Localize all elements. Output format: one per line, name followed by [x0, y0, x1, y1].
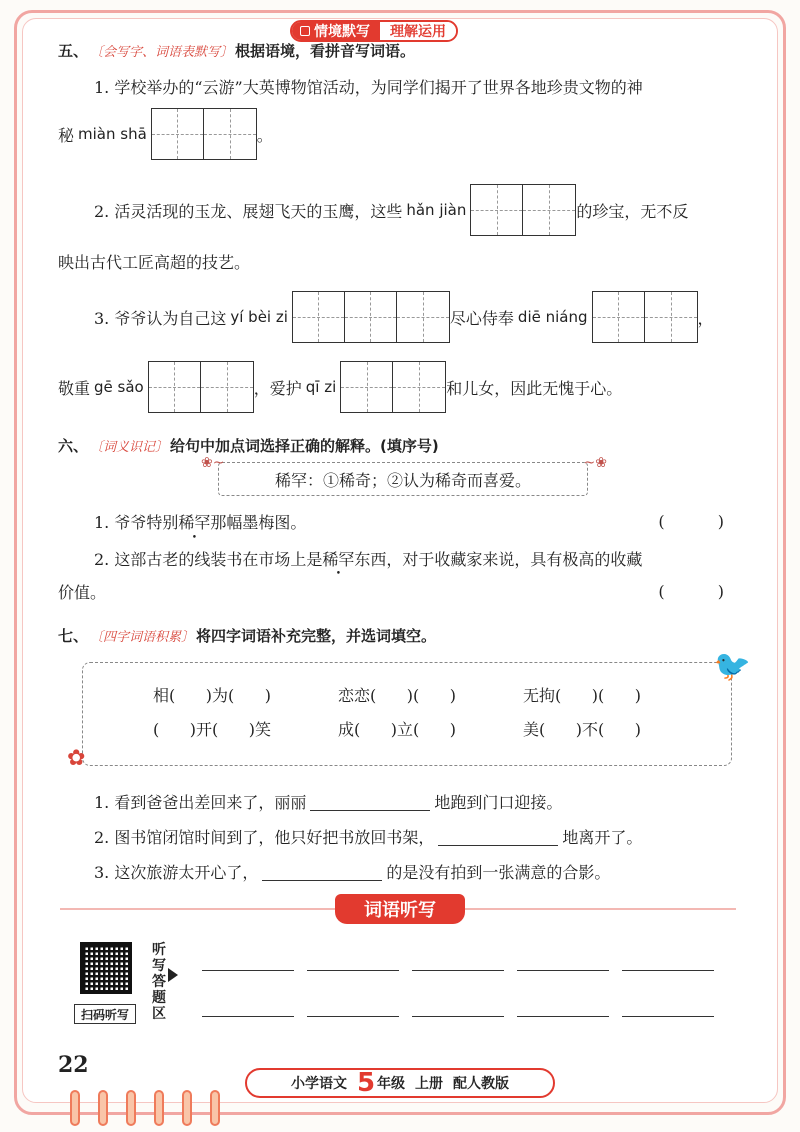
- definition-box: ❀~ 稀罕：①稀奇；②认为稀奇而喜爱。 ~❀: [218, 462, 588, 496]
- answer-paren[interactable]: ( ): [658, 582, 748, 601]
- s5-q2-line2: 映出古代工匠高超的技艺。: [58, 253, 251, 272]
- dictation-area-label: 听写答题区: [152, 942, 166, 1022]
- dictation-banner: 词语听写: [335, 894, 465, 924]
- answer-paren[interactable]: ( ): [658, 512, 748, 531]
- s7-q1: 1. 看到爸爸出差回来了，丽丽 地跑到门口迎接。: [94, 793, 563, 812]
- s5-q3-line2: 敬重 gē sǎo ，爱护 qī zi 和儿女，因此无愧于心。: [58, 361, 748, 413]
- answer-grid[interactable]: [340, 361, 446, 413]
- section-7-title: 七、 〔四字词语积累〕 将四字词语补充完整，并选词填空。: [58, 627, 437, 645]
- s6-q1: 1. 爷爷特别 稀罕 • 那幅墨梅图。 ( ): [58, 510, 748, 533]
- answer-line[interactable]: [517, 1016, 609, 1017]
- idiom-item[interactable]: 成( )立( ): [338, 719, 457, 739]
- qr-code-icon[interactable]: [80, 942, 132, 994]
- answer-line[interactable]: [307, 970, 399, 971]
- answer-line[interactable]: [202, 1016, 294, 1017]
- answer-line[interactable]: [202, 970, 294, 971]
- answer-line[interactable]: [412, 1016, 504, 1017]
- s5-q1-line2: 秘 miàn shā 。: [58, 108, 748, 160]
- idiom-item[interactable]: 无拘( )( ): [523, 685, 642, 705]
- s5-q3-line1: 3. 爷爷认为自己这 yí bèi zi 尽心侍奉 diē niáng ，: [58, 291, 748, 343]
- page-number: 22: [58, 1052, 89, 1078]
- s5-q2-line1: 2. 活灵活现的玉龙、展翅飞天的玉鹰，这些 hǎn jiàn 的珍宝，无不反: [58, 184, 748, 236]
- idiom-row: [153, 677, 731, 711]
- dictation-section: [60, 900, 736, 1038]
- answer-blank[interactable]: [438, 828, 558, 846]
- idiom-item[interactable]: ( )开( )笑: [153, 719, 272, 739]
- header-right: 理解运用: [380, 22, 456, 40]
- answer-grid[interactable]: [592, 291, 698, 343]
- answer-grid[interactable]: [148, 361, 254, 413]
- flower-icon: ✿: [67, 746, 86, 771]
- idiom-box: [67, 649, 751, 771]
- answer-grid[interactable]: [470, 184, 576, 236]
- worksheet-content: [58, 40, 751, 883]
- bird-icon: 🐦: [713, 649, 751, 684]
- answer-grid[interactable]: [292, 291, 450, 343]
- qr-label: 扫码听写: [74, 1004, 136, 1024]
- answer-blank[interactable]: [310, 793, 430, 811]
- header-pill: [290, 20, 458, 42]
- section-6-title: 六、 〔词义识记〕 给句中加点词选择正确的解释。(填序号): [58, 437, 439, 455]
- plum-branch-icon: ❀~: [201, 455, 225, 471]
- idiom-row: [153, 711, 731, 745]
- answer-blank[interactable]: [262, 863, 382, 881]
- answer-line[interactable]: [307, 1016, 399, 1017]
- plum-branch-icon: ~❀: [583, 455, 607, 471]
- idiom-item[interactable]: 美( )不( ): [523, 719, 642, 739]
- answer-line[interactable]: [412, 970, 504, 971]
- footer-pill: 小学语文 5 年级 上册 配人教版: [245, 1068, 555, 1098]
- header-left: 情境默写: [314, 24, 370, 40]
- answer-line[interactable]: [517, 970, 609, 971]
- s6-q2-line1: 2. 这部古老的线装书在市场上是稀罕东西，对于收藏家来说，具有极高的收藏: [94, 550, 643, 569]
- arrow-right-icon: [168, 968, 178, 982]
- camera-icon: [300, 26, 310, 36]
- idiom-item[interactable]: 相( )为( ): [153, 685, 272, 705]
- binder-coils: [70, 1090, 260, 1126]
- s7-q3: 3. 这次旅游太开心了， 的是没有拍到一张满意的合影。: [94, 863, 611, 882]
- section-5-title: 五、 〔会写字、词语表默写〕 根据语境，看拼音写词语。: [58, 42, 416, 60]
- answer-line[interactable]: [622, 970, 714, 971]
- s6-q2-line2: 价值。 ( ): [58, 582, 748, 602]
- s5-q1-line1: 1. 学校举办的“云游”大英博物馆活动，为同学们揭开了世界各地珍贵文物的神: [94, 78, 643, 97]
- answer-line[interactable]: [622, 1016, 714, 1017]
- idiom-item[interactable]: 恋恋( )( ): [338, 685, 457, 705]
- s7-q2: 2. 图书馆闭馆时间到了，他只好把书放回书架， 地离开了。: [94, 828, 643, 847]
- answer-grid[interactable]: [151, 108, 257, 160]
